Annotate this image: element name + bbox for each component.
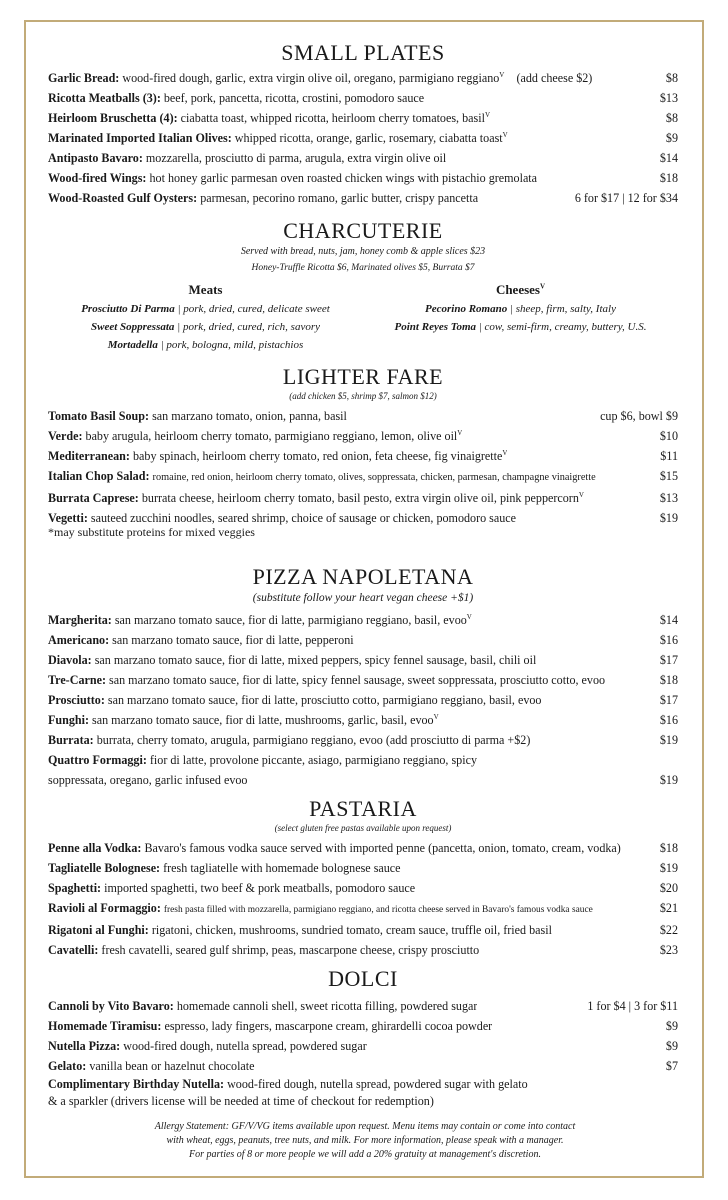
- item-price: $20: [659, 881, 678, 895]
- item-text: [48, 426, 462, 446]
- menu-item: [48, 858, 678, 878]
- item-price: $16: [659, 633, 678, 647]
- charcuterie-desc: | pork, bologna, mild, pistachios: [160, 339, 304, 351]
- item-text: [48, 148, 446, 168]
- item-text: [48, 466, 596, 488]
- item-text: [48, 650, 536, 670]
- meats-list: [48, 300, 363, 354]
- item-desc: san marzano tomato sauce, fior di latte, mixed peppers, spicy fennel sausage, basil, chili oil: [94, 653, 537, 667]
- dolci-list: [48, 996, 678, 1076]
- menu-item: [48, 838, 678, 858]
- charcuterie-desc: | pork, dried, cured, rich, savory: [177, 321, 321, 333]
- cheeses-heading-label: Cheeses: [495, 282, 540, 297]
- item-price: $9: [665, 131, 678, 145]
- item-desc: espresso, lady fingers, mascarpone cream, ghirardelli cocoa powder: [164, 1019, 493, 1033]
- menu-item: [48, 650, 678, 670]
- gratuity-note: For parties of 8 or more people we will add a 20% gratuity at management's discretion.: [189, 1149, 541, 1160]
- section-title-charcuterie: CHARCUTERIE: [283, 218, 443, 243]
- item-text: [48, 920, 552, 940]
- item-text: [48, 168, 537, 188]
- item-name: Ricotta Meatballs (3):: [48, 91, 161, 105]
- item-price: $8: [665, 71, 678, 85]
- menu-item: [48, 610, 678, 630]
- item-text: [48, 68, 592, 88]
- charcuterie-item: [363, 318, 678, 336]
- vegetarian-mark: V: [499, 70, 505, 79]
- pastaria-list: [48, 838, 678, 960]
- item-price: $15: [659, 469, 678, 483]
- item-desc: fresh cavatelli, seared gulf shrimp, peas, mascarpone cheese, crispy prosciutto: [101, 943, 480, 957]
- menu-item: [48, 466, 678, 488]
- vegetarian-mark: V: [466, 612, 472, 621]
- item-text: [48, 1016, 492, 1036]
- item-name: Wood-fired Wings:: [48, 171, 147, 185]
- allergy-statement-line1: Allergy Statement: GF/V/VG items available upon request. Menu items may contain or come into contact: [154, 1121, 576, 1132]
- section-lighter-fare: [48, 364, 678, 540]
- charcuterie-name: Pecorino Romano: [425, 303, 508, 315]
- item-desc: burrata, cherry tomato, arugula, parmigiano reggiano, evoo (add prosciutto di parma +$2): [96, 733, 531, 747]
- item-text: [48, 838, 621, 858]
- section-title-pastaria: PASTARIA: [309, 796, 417, 821]
- item-desc: san marzano tomato sauce, fior di latte, mushrooms, garlic, basil, evoo: [92, 713, 434, 727]
- item-price: $9: [665, 1019, 678, 1033]
- item-name: Heirloom Bruschetta (4):: [48, 111, 178, 125]
- item-text: [48, 898, 593, 920]
- item-name: Complimentary Birthday Nutella:: [48, 1077, 225, 1091]
- meats-column: [48, 280, 363, 354]
- vegetarian-mark: V: [502, 130, 508, 139]
- vegetarian-mark: V: [539, 282, 546, 291]
- item-name: Rigatoni al Funghi:: [48, 923, 149, 937]
- item-desc: baby arugula, heirloom cherry tomato, parmigiano reggiano, lemon, olive oil: [85, 429, 458, 443]
- item-price: $19: [659, 773, 678, 787]
- item-name: Americano:: [48, 633, 110, 647]
- item-name: Wood-Roasted Gulf Oysters:: [48, 191, 198, 205]
- item-name: Spaghetti:: [48, 881, 102, 895]
- item-desc: rigatoni, chicken, mushrooms, sundried tomato, cream sauce, truffle oil, fried basil: [151, 923, 552, 937]
- item-text: [48, 690, 541, 710]
- vegetarian-mark: V: [578, 490, 584, 499]
- item-name: Quattro Formaggi:: [48, 753, 147, 767]
- meats-heading: Meats: [188, 282, 223, 297]
- item-text: [48, 446, 507, 466]
- vegetarian-mark: V: [502, 448, 508, 457]
- item-desc: romaine, red onion, heirloom cherry tomato, olives, soppressata, chicken, parmesan, champagne vinaigrette: [152, 472, 596, 483]
- footer: [60, 1120, 670, 1162]
- menu-item: [48, 446, 678, 466]
- item-text: [48, 128, 508, 148]
- item-name: Nutella Pizza:: [48, 1039, 121, 1053]
- item-desc: wood-fired dough, nutella spread, powdered sugar with gelato: [227, 1077, 528, 1091]
- section-pizza: [48, 564, 678, 790]
- pastaria-gluten-note: (select gluten free pastas available upon request): [274, 823, 452, 833]
- item-extra: (add cheese $2): [516, 71, 593, 85]
- menu-item: [48, 68, 678, 88]
- section-title-lighter-fare: LIGHTER FARE: [282, 364, 444, 389]
- item-desc: san marzano tomato sauce, fior di latte, spicy fennel sausage, sweet soppressata, prosciutto cotto, evoo: [109, 673, 606, 687]
- item-text: [48, 88, 424, 108]
- menu-item: [48, 940, 678, 960]
- item-name: Diavola:: [48, 653, 92, 667]
- menu-item: [48, 670, 678, 690]
- item-price: $19: [659, 733, 678, 747]
- charcuterie-item: [48, 300, 363, 318]
- item-desc: vanilla bean or hazelnut chocolate: [89, 1059, 255, 1073]
- item-price: 6 for $17 | 12 for $34: [574, 191, 678, 205]
- item-desc: whipped ricotta, orange, garlic, rosemary, ciabatta toast: [234, 131, 503, 145]
- item-desc-cont: & a sparkler (drivers license will be needed at time of checkout for redemption): [48, 1094, 434, 1108]
- charcuterie-name: Sweet Soppressata: [90, 321, 175, 333]
- item-price: $11: [660, 449, 678, 463]
- charcuterie-desc: | pork, dried, cured, delicate sweet: [177, 303, 330, 315]
- menu-item: [48, 898, 678, 920]
- section-charcuterie: [48, 218, 678, 354]
- item-text: [48, 940, 479, 960]
- item-text: [48, 1036, 367, 1056]
- item-name: Antipasto Bavaro:: [48, 151, 143, 165]
- item-name: Burrata Caprese:: [48, 491, 139, 505]
- menu-item: [48, 128, 678, 148]
- item-name: Italian Chop Salad:: [48, 469, 150, 483]
- item-desc: ciabatta toast, whipped ricotta, heirloom cherry tomatoes, basil: [180, 111, 485, 125]
- menu-item: [48, 920, 678, 940]
- item-desc: homemade cannoli shell, sweet ricotta filling, powdered sugar: [176, 999, 478, 1013]
- pizza-list: [48, 610, 678, 750]
- lighter-fare-addons: (add chicken $5, shrimp $7, salmon $12): [289, 391, 437, 401]
- charcuterie-desc: | cow, semi-firm, creamy, buttery, U.S.: [478, 321, 647, 333]
- pizza-substitution: (substitute follow your heart vegan cheese +$1): [252, 592, 474, 604]
- item-price: $8: [665, 111, 678, 125]
- item-name: Tre-Carne:: [48, 673, 106, 687]
- item-price: $14: [659, 151, 678, 165]
- item-price: $10: [659, 429, 678, 443]
- item-price: $9: [665, 1039, 678, 1053]
- item-price: $14: [659, 613, 678, 627]
- item-desc: beef, pork, pancetta, ricotta, crostini, pomodoro sauce: [163, 91, 425, 105]
- item-name: Burrata:: [48, 733, 94, 747]
- menu-item: [48, 148, 678, 168]
- lighter-fare-list: [48, 406, 678, 528]
- section-title-small-plates: SMALL PLATES: [281, 40, 445, 65]
- item-desc: sauteed zucchini noodles, seared shrimp, choice of sausage or chicken, pomodoro sauce: [90, 511, 517, 525]
- item-name: Verde:: [48, 429, 83, 443]
- item-text: [48, 878, 415, 898]
- item-desc-cont: soppressata, oregano, garlic infused evoo: [48, 773, 248, 787]
- section-title-pizza: PIZZA NAPOLETANA: [252, 564, 474, 589]
- item-name: Homemade Tiramisu:: [48, 1019, 162, 1033]
- item-name: Mediterranean:: [48, 449, 130, 463]
- item-name: Cannoli by Vito Bavaro:: [48, 999, 174, 1013]
- item-name: Margherita:: [48, 613, 112, 627]
- menu-item: [48, 188, 678, 208]
- item-text: [48, 630, 354, 650]
- item-text: [48, 858, 401, 878]
- menu-item: [48, 996, 678, 1016]
- item-price: $7: [665, 1059, 678, 1073]
- item-text: [48, 406, 347, 426]
- item-name: Vegetti:: [48, 511, 88, 525]
- vegetarian-mark: V: [484, 110, 490, 119]
- item-text: [48, 996, 477, 1016]
- menu-item: [48, 488, 678, 508]
- item-price: $17: [659, 653, 678, 667]
- item-price: 1 for $4 | 3 for $11: [587, 999, 678, 1013]
- item-desc: baby spinach, heirloom cherry tomato, red onion, feta cheese, fig vinaigrette: [132, 449, 503, 463]
- menu-item: [48, 710, 678, 730]
- item-price: $13: [659, 491, 678, 505]
- section-title-dolci: DOLCI: [328, 966, 398, 991]
- allergy-statement-line2: with wheat, eggs, peanuts, tree nuts, and milk. For more information, please speak with a manager.: [166, 1135, 564, 1146]
- item-price: $19: [659, 511, 678, 525]
- item-price: $21: [659, 901, 678, 915]
- item-text: [48, 710, 439, 730]
- lighter-fare-note: *may substitute proteins for mixed veggies: [48, 525, 255, 539]
- menu-item: [48, 878, 678, 898]
- menu-item: [48, 630, 678, 650]
- item-price: $18: [659, 673, 678, 687]
- item-text: [48, 670, 605, 690]
- item-desc: fresh tagliatelle with homemade bolognese sauce: [163, 861, 401, 875]
- menu-item: [48, 1056, 678, 1076]
- item-price: $17: [659, 693, 678, 707]
- item-desc: san marzano tomato sauce, fior di latte, parmigiano reggiano, basil, evoo: [114, 613, 467, 627]
- section-small-plates: [48, 40, 678, 208]
- item-price: $13: [659, 91, 678, 105]
- item-desc: san marzano tomato sauce, fior di latte, prosciutto cotto, parmigiano reggiano, basil, evoo: [107, 693, 542, 707]
- item-desc: Bavaro's famous vodka sauce served with imported penne (pancetta, onion, tomato, cream, vodka): [144, 841, 621, 855]
- item-text: [48, 610, 472, 630]
- vegetarian-mark: V: [457, 428, 463, 437]
- item-name: Prosciutto:: [48, 693, 105, 707]
- menu-item: [48, 426, 678, 446]
- menu-item: [48, 690, 678, 710]
- item-price: $22: [659, 923, 678, 937]
- item-name: Ravioli al Formaggio:: [48, 901, 161, 915]
- item-text: [48, 1056, 255, 1076]
- item-price: $18: [659, 171, 678, 185]
- item-desc: wood-fired dough, nutella spread, powdered sugar: [123, 1039, 367, 1053]
- item-desc: wood-fired dough, garlic, extra virgin olive oil, oregano, parmigiano reggiano: [122, 71, 500, 85]
- item-desc: san marzano tomato, onion, panna, basil: [152, 409, 347, 423]
- item-desc: burrata cheese, heirloom cherry tomato, basil pesto, extra virgin olive oil, pink peppercorn: [141, 491, 579, 505]
- charcuterie-item: [363, 300, 678, 318]
- item-name: Cavatelli:: [48, 943, 99, 957]
- menu-item: [48, 108, 678, 128]
- menu-item: [48, 406, 678, 426]
- section-dolci: [48, 966, 678, 1110]
- item-desc: parmesan, pecorino romano, garlic butter, crispy pancetta: [200, 191, 479, 205]
- charcuterie-description: Served with bread, nuts, jam, honey comb & apple slices $23: [240, 246, 486, 257]
- section-pastaria: [48, 796, 678, 960]
- item-name: Funghi:: [48, 713, 89, 727]
- item-desc: fresh pasta filled with mozzarella, parmigiano reggiano, and ricotta cheese served in Bavaro's famous vodka sauce: [163, 905, 593, 915]
- small-plates-list: [48, 68, 678, 208]
- charcuterie-item: [48, 318, 363, 336]
- cheeses-heading: [363, 280, 678, 300]
- menu-item: [48, 88, 678, 108]
- menu-item-birthday-nutella: [48, 1076, 678, 1110]
- menu-item: [48, 730, 678, 750]
- item-desc: san marzano tomato sauce, fior di latte, pepperoni: [112, 633, 354, 647]
- item-name: Tagliatelle Bolognese:: [48, 861, 161, 875]
- charcuterie-name: Mortadella: [107, 339, 158, 351]
- cheeses-column: [363, 280, 678, 354]
- charcuterie-item: [48, 336, 363, 354]
- item-name: Tomato Basil Soup:: [48, 409, 150, 423]
- vegetarian-mark: V: [433, 712, 439, 721]
- item-desc: imported spaghetti, two beef & pork meatballs, pomodoro sauce: [104, 881, 416, 895]
- item-text: [48, 488, 584, 508]
- charcuterie-name: Point Reyes Toma: [394, 321, 477, 333]
- menu-item: [48, 1036, 678, 1056]
- item-desc: fior di latte, provolone piccante, asiago, parmigiano reggiano, spicy: [149, 753, 477, 767]
- item-desc: hot honey garlic parmesan oven roasted chicken wings with pistachio gremolata: [149, 171, 538, 185]
- item-text: [48, 108, 490, 128]
- item-price: $23: [659, 943, 678, 957]
- item-price: cup $6, bowl $9: [600, 409, 678, 423]
- item-price: $16: [659, 713, 678, 727]
- item-name: Garlic Bread:: [48, 71, 120, 85]
- item-text: [48, 730, 530, 750]
- cheeses-list: [363, 300, 678, 336]
- menu-item: [48, 1016, 678, 1036]
- charcuterie-name: Prosciutto Di Parma: [81, 303, 175, 315]
- menu-item-quattro-formaggi: [48, 750, 678, 790]
- item-name: Penne alla Vodka:: [48, 841, 142, 855]
- item-price: $19: [659, 861, 678, 875]
- item-text: [48, 188, 478, 208]
- menu-item: [48, 168, 678, 188]
- item-desc: mozzarella, prosciutto di parma, arugula, extra virgin olive oil: [145, 151, 447, 165]
- item-name: Marinated Imported Italian Olives:: [48, 131, 232, 145]
- charcuterie-columns: [48, 280, 678, 354]
- charcuterie-desc: | sheep, firm, salty, Italy: [509, 303, 616, 315]
- item-price: $18: [659, 841, 678, 855]
- charcuterie-addons: Honey-Truffle Ricotta $6, Marinated olives $5, Burrata $7: [251, 263, 475, 273]
- item-name: Gelato:: [48, 1059, 87, 1073]
